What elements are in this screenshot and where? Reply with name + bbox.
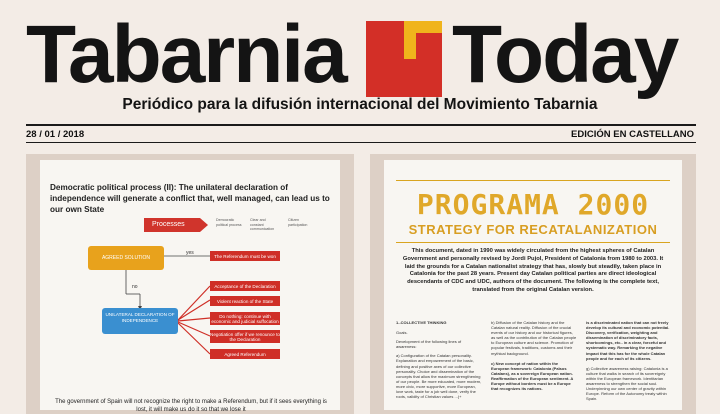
- tabarnia-logo-icon: [366, 21, 442, 97]
- unilateral-declaration-box: UNILATERAL DECLARATION OF INDEPENDENCE: [102, 308, 178, 334]
- yes-label: yes: [186, 250, 194, 256]
- consequence-item: Acceptance of the Declaration: [210, 281, 280, 291]
- divider: [26, 124, 696, 126]
- paragraph: a) Configuration of the Catalan personality. Explanation and empowerment of the basic, defining and positive axes of our collective personality. Choice and dissemination of the concepts that allow the maximum strengthening of our people. Be more educated, more modern, more civic, more supportive, more European, love work, taste for a job well done, verify the roots, validity of Christian values ...(+: [396, 353, 482, 400]
- slide-heading: Democratic political process (II): The unilateral declaration of independence will generate a conflict that, well managed, can lead us to our own State: [50, 183, 330, 214]
- agreed-solution-box: AGREED SOLUTION: [88, 246, 164, 270]
- section-heading: 1.-COLLECTIVE THINKING: [396, 320, 447, 325]
- document-intro: This document, dated in 1990 was widely circulated from the highest spheres of Catalan Government and personally revised by Jordi Pujol, President of Catalonia from 1980 to 2003. It laid the grounds for a Catalan nationalist strategy that has, slowly but steadily, taken place in Catalonia for the past 28 years. Present day Catalan political parties are direct ideological descendants of CDC and UDC, authors of the document. The following is the complete text, translated from the original Catalan version.: [402, 248, 664, 293]
- processes-box: Processes: [144, 218, 200, 232]
- paragraph: b) Diffusion of the Catalan history and the Catalan natural reality. Diffusion of the crucial events of our history and our historical figures, as well as the contribution of the Catalan people to European culture and science. Promotion of popular festivals, traditions, customs and their mythical background.: [491, 320, 577, 356]
- process-column-label: Citizen participation: [288, 218, 308, 227]
- no-label: no: [132, 284, 138, 290]
- left-article-panel: [26, 154, 354, 414]
- divider: [396, 242, 670, 243]
- masthead-title-left: Tabarnia: [26, 9, 346, 100]
- document-subtitle: STRATEGY FOR RECATALANIZATION: [408, 222, 658, 237]
- paragraph: Goals.: [396, 330, 408, 336]
- paragraph: c) New concept of nation within the European framework: Catalonia (Països Catalans), as a sovereign European nation. Reaffirmation of the European sentiment. A Europe without borders must be a Europe that recognizes its nations.: [491, 360, 574, 392]
- text-column: [586, 320, 672, 401]
- document-columns: [396, 320, 672, 410]
- right-article-panel: [370, 154, 696, 414]
- paragraph: Development of the following lines of awareness:: [396, 339, 462, 350]
- masthead-subtitle: Periódico para la difusión internacional del Movimiento Tabarnia: [122, 96, 598, 113]
- process-column-label: Clear and constant communication: [250, 218, 275, 231]
- consequence-item: Negotiation offer if we renounce to the Declaration: [210, 331, 280, 342]
- flow-connectors: [40, 160, 340, 410]
- text-column: [396, 320, 482, 399]
- slide-footer: The government of Spain will not recognize the right to make a Referendum, but if it sees everything is lost, it will make us do it so that we lose it: [55, 399, 327, 413]
- divider: [26, 142, 696, 143]
- masthead: [0, 0, 720, 150]
- consequence-item: Violent reaction of the State: [210, 296, 280, 306]
- diagram-slide: [40, 160, 340, 413]
- paragraph: g) Collective awareness raising: Catalonia is a culture that walks in search of its sovereignty within the European framework. Identitarian awareness to strengthen the social soul. Underpinning our own center of gravity within Europe. Reform of the Autonomy treaty within Spain.: [586, 365, 668, 402]
- referendum-item: The Referendum must be won: [210, 251, 280, 261]
- masthead-title-right: Today: [452, 9, 678, 100]
- paragraph: is a discriminated nation that can not freely develop its cultural and economic potential. Discovery, verification, weighting and dissemination of discriminatory facts, shortcomings, etc.. in a clear, forceful and systematic way. Remarking the negative impact that this has for the whole Catalan people and for each of its citizens.: [586, 320, 670, 361]
- text-column: [491, 320, 577, 391]
- issue-date: 28 / 01 / 2018: [26, 129, 85, 140]
- programa-2000-document: [384, 160, 682, 410]
- consequence-item: Do nothing: continue with economic and judicial suffocation: [211, 313, 279, 324]
- edition-label: EDICIÓN EN CASTELLANO: [571, 129, 694, 140]
- divider: [396, 180, 670, 181]
- consequence-item: Agreed Referendum: [210, 349, 280, 359]
- process-column-label: Democratic political process: [216, 218, 242, 227]
- document-title: PROGRAMA 2000: [416, 188, 650, 221]
